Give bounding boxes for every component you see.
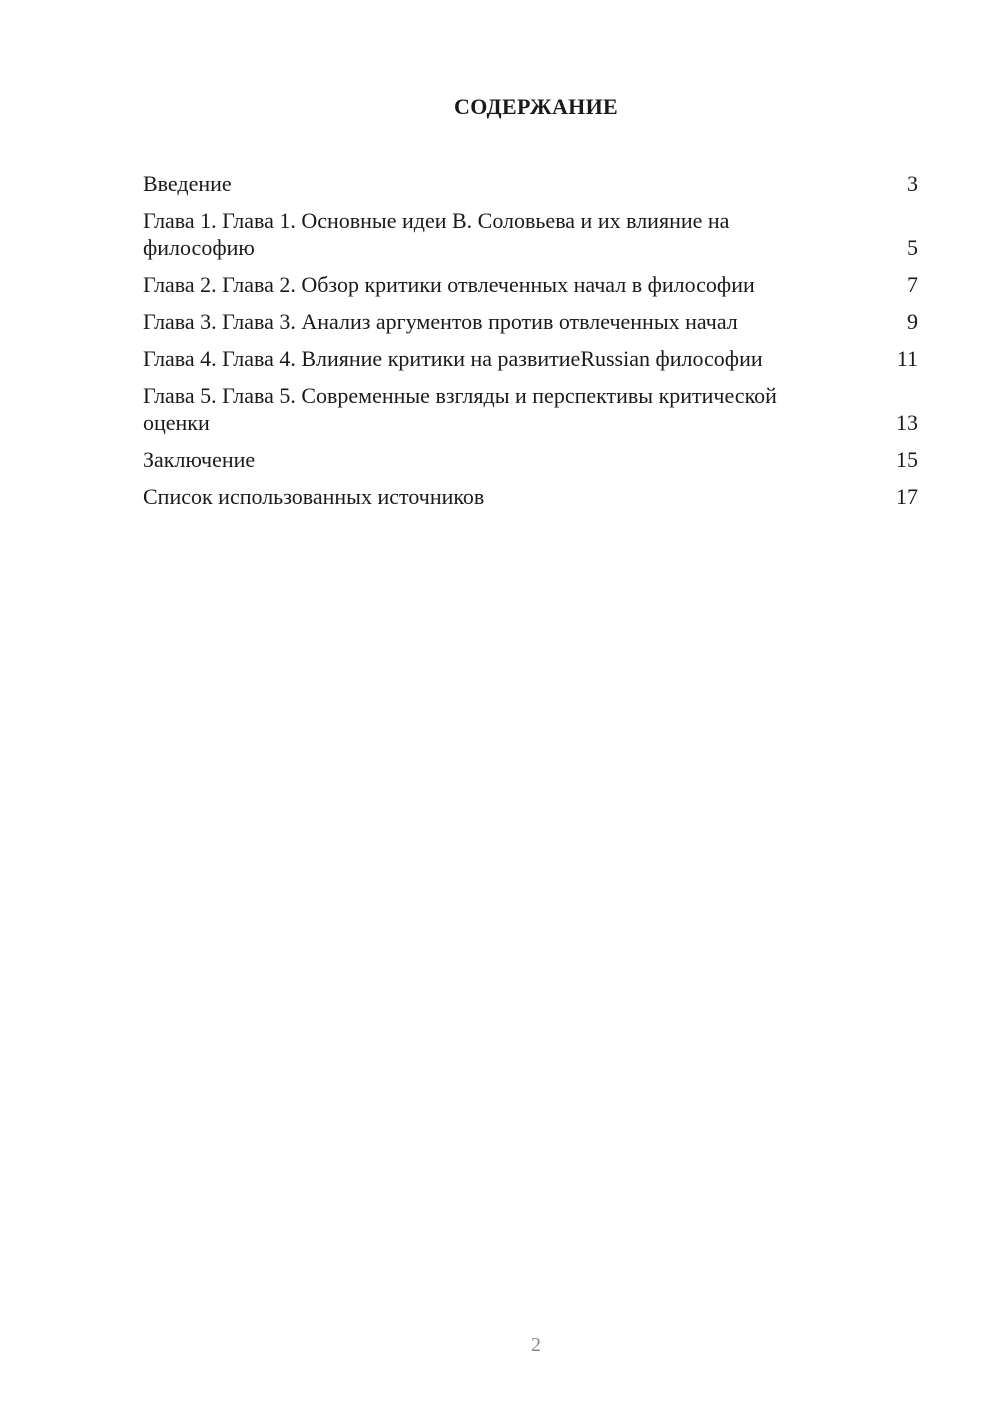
- toc-entry-text: Глава 3. Глава 3. Анализ аргументов против отвлеченных начал: [143, 309, 738, 334]
- toc-entry: [143, 271, 918, 298]
- toc-entry-page: 11: [896, 346, 918, 371]
- toc-entry: [143, 483, 918, 510]
- toc-entry-text: Глава 4. Глава 4. Влияние критики на развитиеRussian философии: [143, 346, 763, 371]
- toc-entry-page: 17: [896, 484, 918, 509]
- toc-entry: [143, 382, 918, 436]
- table-of-contents: [143, 170, 918, 520]
- toc-entry-page: 13: [896, 410, 918, 435]
- toc-entry: [143, 170, 918, 197]
- toc-entry: [143, 345, 918, 372]
- toc-entry-text: Список использованных источников: [143, 484, 485, 509]
- page-title: СОДЕРЖАНИЕ: [454, 94, 618, 119]
- toc-entry-page: 15: [896, 447, 918, 472]
- toc-entry-text: Заключение: [143, 447, 256, 472]
- toc-entry-text: Глава 5. Глава 5. Современные взгляды и перспективы критической оценки: [143, 383, 777, 435]
- toc-entry-text: Глава 2. Глава 2. Обзор критики отвлеченных начал в философии: [143, 272, 755, 297]
- toc-entry-page: 3: [907, 171, 918, 196]
- toc-entry-page: 9: [907, 309, 918, 334]
- toc-entry-page: 7: [907, 272, 918, 297]
- toc-entry-text: Глава 1. Глава 1. Основные идеи В. Соловьева и их влияние на философию: [143, 208, 730, 260]
- toc-entry-text: Введение: [143, 171, 232, 196]
- toc-entry: [143, 308, 918, 335]
- page-number: 2: [531, 1334, 541, 1356]
- toc-entry: [143, 446, 918, 473]
- toc-entry: [143, 207, 918, 261]
- toc-entry-page: 5: [907, 235, 918, 260]
